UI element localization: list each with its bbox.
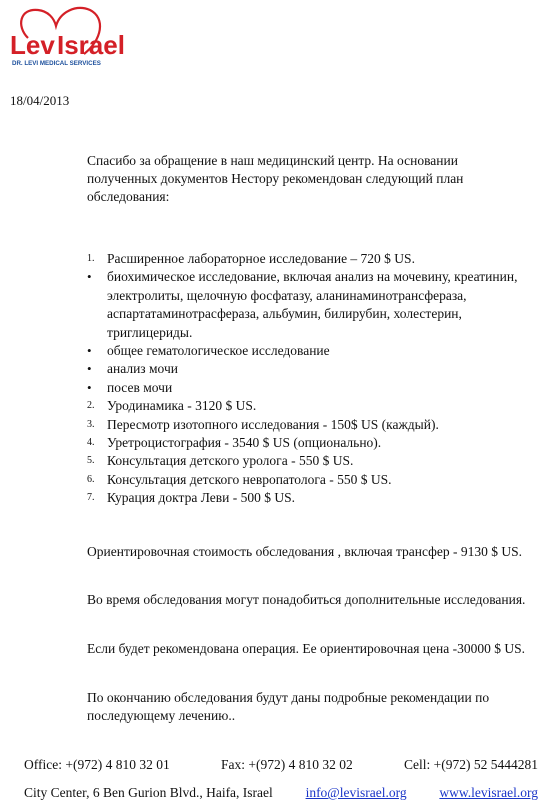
plan-item <box>87 452 537 470</box>
footer-office: Office: +(972) 4 810 32 01 <box>24 757 170 772</box>
plan-item-text: посев мочи <box>107 379 173 395</box>
logo-name-left: Lev <box>10 30 55 60</box>
total-cost-paragraph: Ориентировочная стоимость обследования , включая трансфер - 9130 $ US. <box>87 544 522 559</box>
plan-item <box>87 434 537 452</box>
intro-paragraph: Спасибо за обращение в наш медицинский центр. На основании полученных документов Нестору рекомендован следующий план обследования: <box>87 153 464 204</box>
plan-item-text: Курация доктра Леви - 500 $ US. <box>107 490 295 506</box>
surgery-paragraph: Если будет рекомендована операция. Ее ориентировочная цена -30000 $ US. <box>87 641 525 656</box>
plan-item <box>87 250 537 268</box>
plan-item <box>87 397 537 415</box>
plan-item-text: Консультация детского уролога - 550 $ US. <box>107 453 354 469</box>
plan-item <box>87 360 537 378</box>
levisrael-logo <box>6 4 136 68</box>
footer-email-link[interactable]: info@levisrael.org <box>305 785 407 800</box>
letter-date: 18/04/2013 <box>10 93 70 108</box>
footer-cell: Cell: +(972) 52 5444281 <box>404 757 538 772</box>
plan-item-marker: 2. <box>87 400 95 412</box>
plan-item-marker: 5. <box>87 455 95 467</box>
logo-name-right: Israel <box>57 30 125 60</box>
plan-item-text: общее гематологическое исследование <box>107 343 330 359</box>
plan-item-marker: 1. <box>87 253 95 264</box>
footer-address-line <box>24 785 538 801</box>
footer-website-link[interactable]: www.levisrael.org <box>439 785 538 800</box>
plan-item-marker: • <box>87 343 92 359</box>
plan-item-text: Пересмотр изотопного исследования - 150$ US (каждый). <box>107 416 439 432</box>
plan-item-text: Расширенное лабораторное исследование – 720 $ US. <box>107 251 415 266</box>
plan-item <box>87 489 537 507</box>
plan-item <box>87 416 537 434</box>
plan-item-marker: 6. <box>87 473 95 485</box>
plan-item-marker: 4. <box>87 437 95 449</box>
plan-item-marker: 3. <box>87 418 95 430</box>
plan-item-text: Уродинамика - 3120 $ US. <box>107 398 257 414</box>
plan-item-marker: • <box>87 379 92 395</box>
footer-contacts <box>24 757 538 773</box>
plan-item-text: анализ мочи <box>107 361 178 377</box>
plan-item <box>87 268 537 342</box>
plan-item-text: биохимическое исследование, включая анализ на мочевину, креатинин, электролиты, щелочную фосфатазу, аланинаминотрансфераза, аспартатаминотрасфераза, альбумин, билирубин, холестерин, триглицериды. <box>107 269 518 340</box>
footer-fax: Fax: +(972) 4 810 32 02 <box>221 757 353 772</box>
footer-address: City Center, 6 Ben Gurion Blvd., Haifa, Israel <box>24 785 273 800</box>
plan-item <box>87 342 537 360</box>
plan-item-text: Уретроцистография - 3540 $ US (опционально). <box>107 435 382 451</box>
plan-item-text: Консультация детского невропатолога - 550 $ US. <box>107 471 392 487</box>
plan-item <box>87 379 537 397</box>
logo-tagline: DR. LEVI MEDICAL SERVICES <box>12 60 101 67</box>
plan-item <box>87 471 537 489</box>
plan-item-marker: 7. <box>87 492 95 504</box>
plan-item-marker: • <box>87 269 92 285</box>
plan-item-marker: • <box>87 361 92 377</box>
recommendations-paragraph: По окончанию обследования будут даны подробные рекомендации по последующему лечению.. <box>87 690 490 723</box>
additional-tests-paragraph: Во время обследования могут понадобиться дополнительные исследования. <box>87 592 526 607</box>
examination-plan-list <box>87 250 537 508</box>
